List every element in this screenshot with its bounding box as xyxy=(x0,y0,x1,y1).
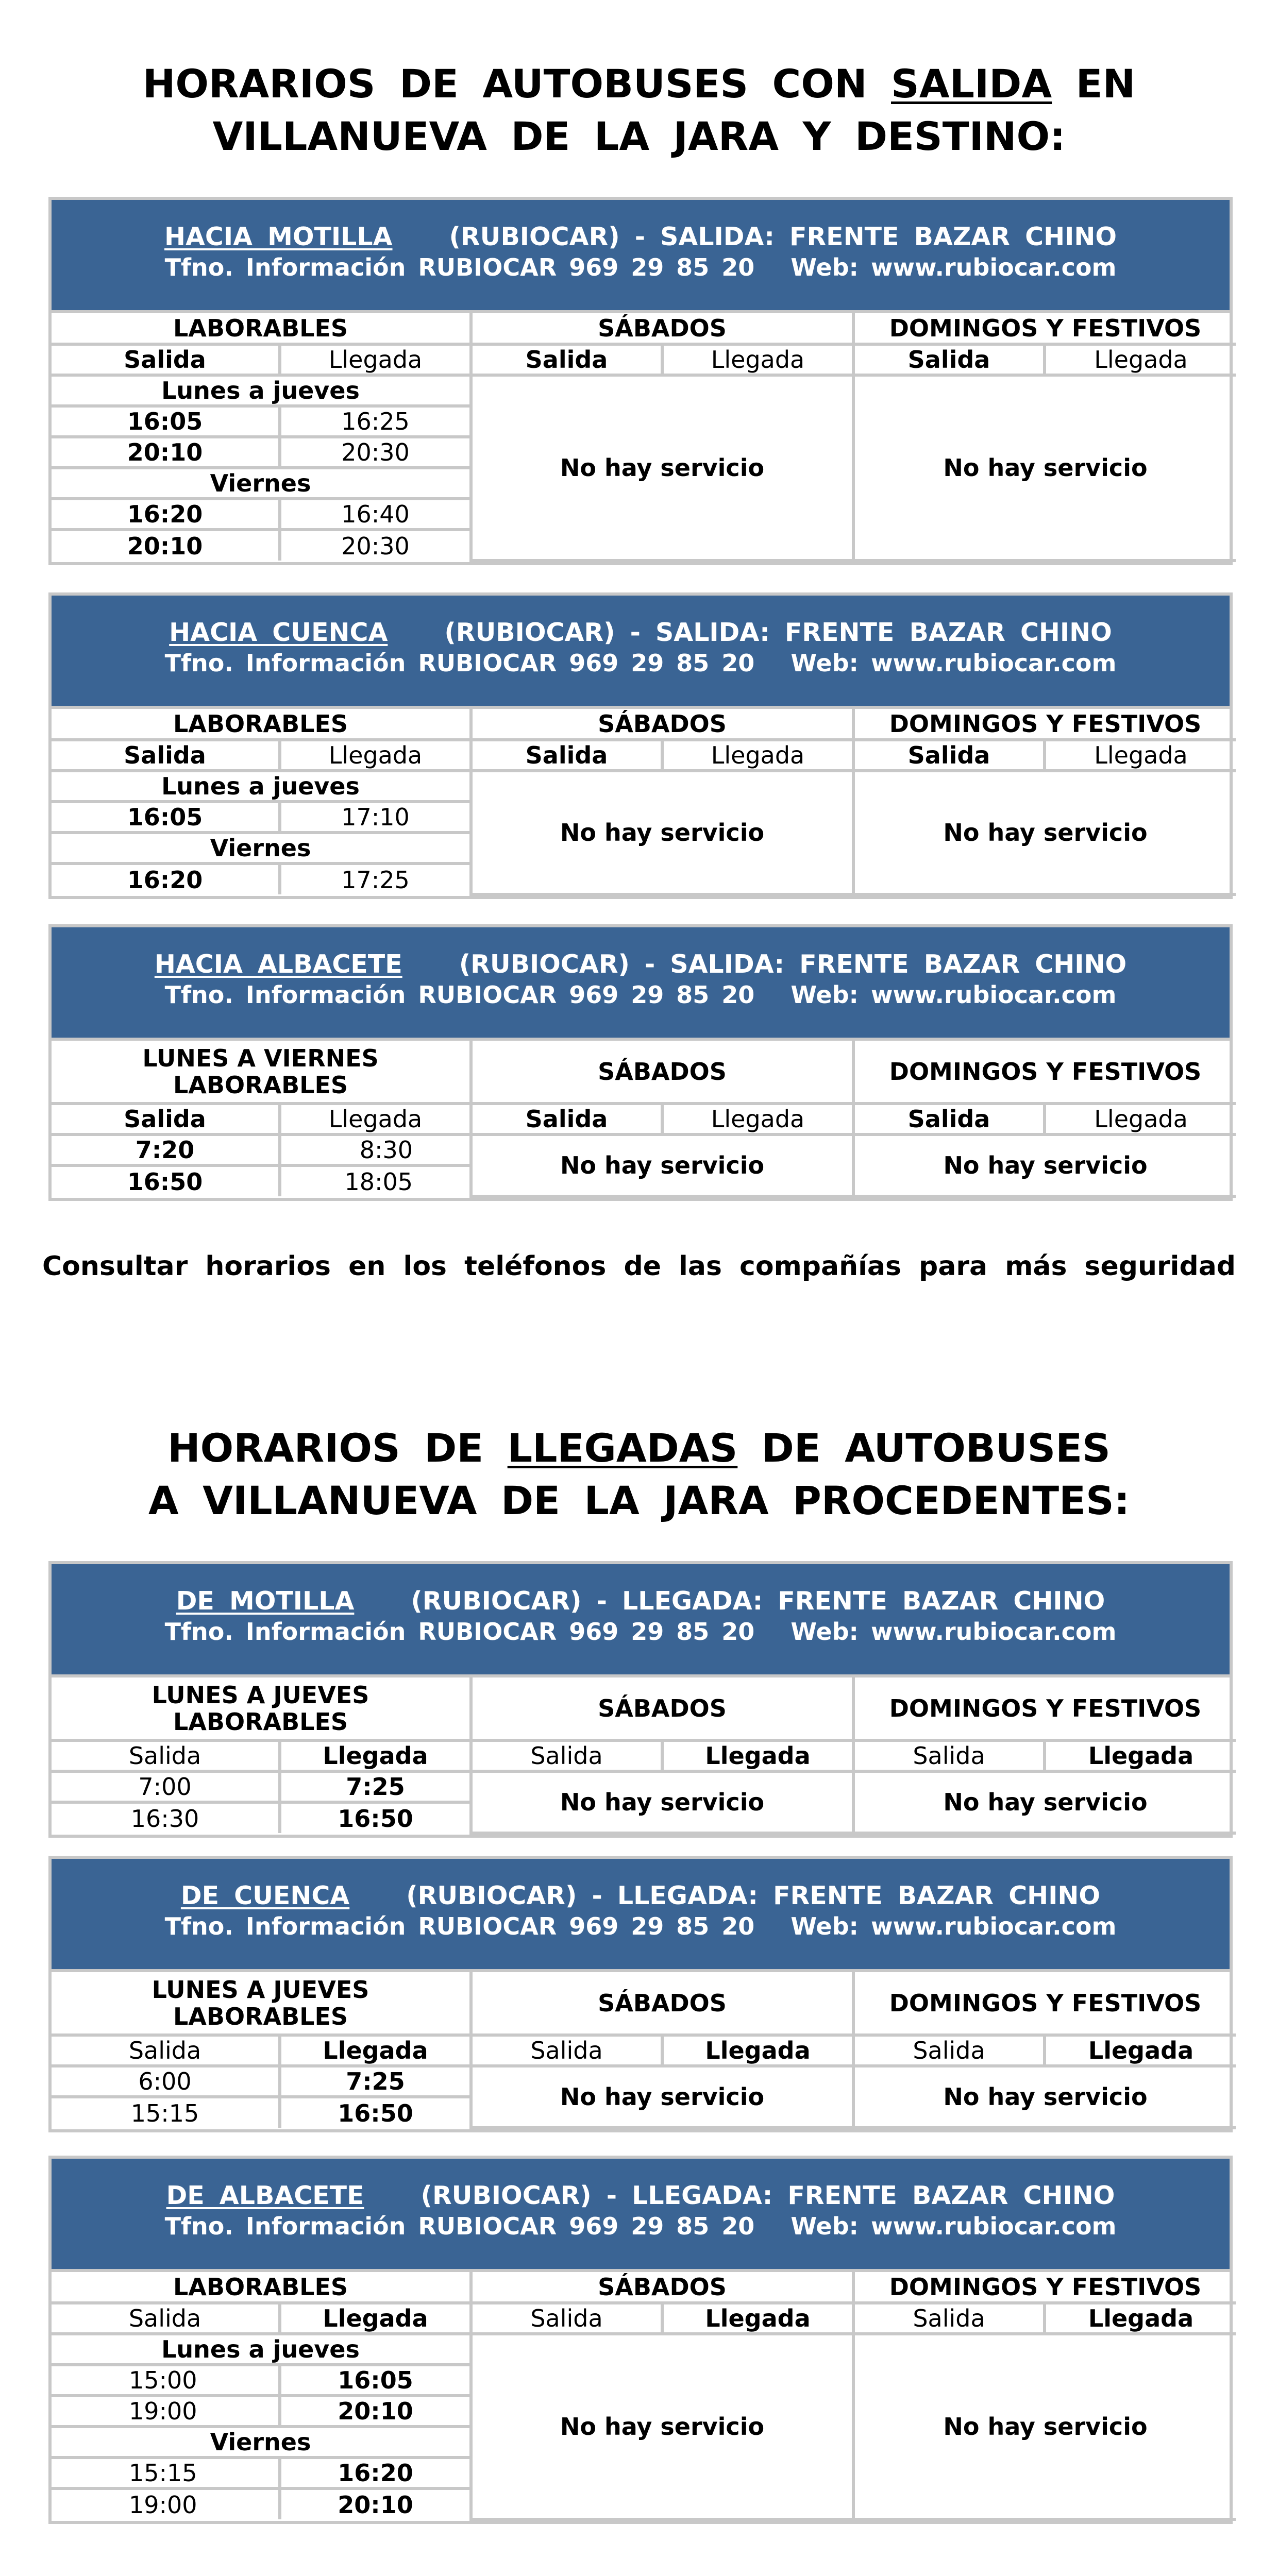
arrival-time: 16:50 xyxy=(280,1802,471,1833)
sub-llegada: Llegada xyxy=(662,344,853,375)
phone-info: Tfno. Información RUBIOCAR 969 29 85 20 xyxy=(164,2212,755,2240)
block-header xyxy=(52,2159,1230,2272)
sub-salida: Salida xyxy=(471,2035,662,2066)
arrival-time: 16:40 xyxy=(280,499,471,530)
no-service-domingos: No hay servicio xyxy=(853,1771,1236,1833)
schedule-table xyxy=(52,709,1236,896)
sub-salida: Salida xyxy=(52,1740,280,1771)
sub-llegada: Llegada xyxy=(1045,2035,1236,2066)
col-lunes-jueves xyxy=(52,1972,471,2035)
arrivals-heading xyxy=(0,1422,1278,1527)
web-link[interactable]: Web: www.rubiocar.com xyxy=(791,649,1117,677)
heading-keyword: SALIDA xyxy=(891,61,1052,107)
group-label: Viernes xyxy=(52,2427,471,2458)
departure-time: 16:30 xyxy=(52,1802,280,1833)
schedule-table xyxy=(52,1972,1236,2129)
departure-time: 16:20 xyxy=(52,499,280,530)
block-header xyxy=(52,200,1230,313)
sub-salida: Salida xyxy=(52,1104,280,1134)
schedule-table xyxy=(52,1041,1236,1198)
col-sabados: SÁBADOS xyxy=(471,1041,853,1104)
arrival-time: 16:20 xyxy=(280,2458,471,2488)
block-header xyxy=(52,927,1230,1041)
table-row xyxy=(52,1771,1236,1802)
col-laborables: LABORABLES xyxy=(52,709,471,740)
route-detail: (RUBIOCAR) - LLEGADA: FRENTE BAZAR CHINO xyxy=(411,1586,1105,1616)
sub-salida: Salida xyxy=(853,1104,1045,1134)
sub-llegada: Llegada xyxy=(280,2035,471,2066)
schedule-table xyxy=(52,1677,1236,1835)
sub-llegada: Llegada xyxy=(280,1740,471,1771)
col-domingos: DOMINGOS Y FESTIVOS xyxy=(853,1041,1236,1104)
no-service-domingos: No hay servicio xyxy=(853,2334,1236,2519)
sub-salida: Salida xyxy=(853,2035,1045,2066)
route-name: DE CUENCA xyxy=(180,1881,350,1910)
arrival-time: 17:10 xyxy=(280,802,471,833)
heading-text: HORARIOS DE xyxy=(167,1425,484,1471)
no-service-sabados: No hay servicio xyxy=(471,1134,853,1196)
no-service-sabados: No hay servicio xyxy=(471,771,853,894)
route-name: HACIA CUENCA xyxy=(169,618,388,647)
arrival-time: 20:10 xyxy=(280,2488,471,2519)
departure-time: 6:00 xyxy=(52,2066,280,2097)
schedule-de-motilla xyxy=(48,1561,1233,1838)
route-detail: (RUBIOCAR) - SALIDA: FRENTE BAZAR CHINO xyxy=(459,950,1127,979)
web-link[interactable]: Web: www.rubiocar.com xyxy=(791,2212,1117,2240)
heading-text: HORARIOS DE AUTOBUSES CON xyxy=(142,61,867,107)
web-link[interactable]: Web: www.rubiocar.com xyxy=(791,981,1117,1009)
arrival-time: 16:05 xyxy=(280,2365,471,2396)
route-detail: (RUBIOCAR) - LLEGADA: FRENTE BAZAR CHINO xyxy=(421,2181,1115,2210)
sub-salida: Salida xyxy=(52,344,280,375)
arrival-time: 18:05 xyxy=(280,1165,471,1196)
sub-llegada: Llegada xyxy=(662,2303,853,2334)
col-laborables: LABORABLES xyxy=(52,2272,471,2303)
arrival-time: 20:10 xyxy=(280,2396,471,2427)
web-link[interactable]: Web: www.rubiocar.com xyxy=(791,1618,1117,1646)
arrival-time: 20:30 xyxy=(280,530,471,561)
sub-llegada: Llegada xyxy=(1045,1740,1236,1771)
route-name: DE ALBACETE xyxy=(166,2181,364,2210)
col-label-a: LUNES A JUEVES xyxy=(152,1975,369,2004)
no-service-domingos: No hay servicio xyxy=(853,1134,1236,1196)
departure-time: 16:05 xyxy=(52,406,280,437)
departure-time: 15:15 xyxy=(52,2458,280,2488)
sub-salida: Salida xyxy=(471,2303,662,2334)
schedule-de-albacete xyxy=(48,2156,1233,2524)
sub-salida: Salida xyxy=(471,344,662,375)
phone-info: Tfno. Información RUBIOCAR 969 29 85 20 xyxy=(164,253,755,281)
sub-salida: Salida xyxy=(853,740,1045,771)
group-label: Lunes a jueves xyxy=(52,2334,471,2365)
route-name: HACIA MOTILLA xyxy=(164,222,393,251)
arrival-time: 20:30 xyxy=(280,437,471,468)
sub-salida: Salida xyxy=(853,1740,1045,1771)
phone-info: Tfno. Información RUBIOCAR 969 29 85 20 xyxy=(164,1618,755,1646)
block-header xyxy=(52,1859,1230,1972)
departures-heading-line1 xyxy=(0,58,1278,110)
arrival-time: 16:25 xyxy=(280,406,471,437)
col-sabados: SÁBADOS xyxy=(471,1972,853,2035)
web-link[interactable]: Web: www.rubiocar.com xyxy=(791,1912,1117,1940)
sub-llegada: Llegada xyxy=(1045,344,1236,375)
heading-text: EN xyxy=(1075,61,1136,107)
schedule-hacia-albacete xyxy=(48,924,1233,1201)
col-lunes-viernes xyxy=(52,1041,471,1104)
route-detail: (RUBIOCAR) - SALIDA: FRENTE BAZAR CHINO xyxy=(449,222,1117,251)
departures-heading-line2: VILLANUEVA DE LA JARA Y DESTINO: xyxy=(212,113,1066,159)
sub-llegada: Llegada xyxy=(1045,740,1236,771)
sub-salida: Salida xyxy=(52,740,280,771)
sub-llegada: Llegada xyxy=(662,1104,853,1134)
schedule-hacia-cuenca xyxy=(48,592,1233,899)
no-service-domingos: No hay servicio xyxy=(853,375,1236,561)
arrival-time: 17:25 xyxy=(280,863,471,894)
route-name: HACIA ALBACETE xyxy=(154,950,402,979)
col-domingos: DOMINGOS Y FESTIVOS xyxy=(853,1972,1236,2035)
arrival-time: 8:30 xyxy=(280,1134,471,1165)
departure-time: 7:00 xyxy=(52,1771,280,1802)
safety-note: Consultar horarios en los teléfonos de las compañías para más seguridad xyxy=(42,1251,1236,1282)
arrival-time: 7:25 xyxy=(280,2066,471,2097)
arrivals-heading-line2: A VILLANUEVA DE LA JARA PROCEDENTES: xyxy=(148,1478,1130,1523)
sub-salida: Salida xyxy=(471,1740,662,1771)
group-label: Viernes xyxy=(52,833,471,863)
sub-llegada: Llegada xyxy=(280,2303,471,2334)
col-label-a: LUNES A VIERNES xyxy=(142,1044,379,1072)
sub-salida: Salida xyxy=(471,1104,662,1134)
schedule-de-cuenca xyxy=(48,1856,1233,2132)
no-service-domingos: No hay servicio xyxy=(853,771,1236,894)
heading-text: DE AUTOBUSES xyxy=(761,1425,1111,1471)
schedule-table xyxy=(52,313,1236,562)
sub-llegada: Llegada xyxy=(662,1740,853,1771)
col-label-b: LABORABLES xyxy=(173,1071,348,1099)
sub-salida: Salida xyxy=(853,344,1045,375)
col-sabados: SÁBADOS xyxy=(471,1677,853,1740)
phone-info: Tfno. Información RUBIOCAR 969 29 85 20 xyxy=(164,1912,755,1940)
departure-time: 16:05 xyxy=(52,802,280,833)
departure-time: 15:15 xyxy=(52,2097,280,2128)
col-sabados: SÁBADOS xyxy=(471,2272,853,2303)
route-name: DE MOTILLA xyxy=(176,1586,355,1616)
departure-time: 16:50 xyxy=(52,1165,280,1196)
sub-salida: Salida xyxy=(52,2035,280,2066)
departure-time: 16:20 xyxy=(52,863,280,894)
sub-salida: Salida xyxy=(471,740,662,771)
no-service-sabados: No hay servicio xyxy=(471,375,853,561)
departure-time: 20:10 xyxy=(52,437,280,468)
sub-llegada: Llegada xyxy=(662,2035,853,2066)
no-service-sabados: No hay servicio xyxy=(471,2334,853,2519)
table-row xyxy=(52,2066,1236,2097)
phone-info: Tfno. Información RUBIOCAR 969 29 85 20 xyxy=(164,649,755,677)
route-detail: (RUBIOCAR) - LLEGADA: FRENTE BAZAR CHINO xyxy=(406,1881,1101,1910)
no-service-domingos: No hay servicio xyxy=(853,2066,1236,2128)
departure-time: 7:20 xyxy=(52,1134,280,1165)
sub-llegada: Llegada xyxy=(662,740,853,771)
sub-salida: Salida xyxy=(52,2303,280,2334)
sub-llegada: Llegada xyxy=(1045,2303,1236,2334)
col-domingos: DOMINGOS Y FESTIVOS xyxy=(853,709,1236,740)
sub-llegada: Llegada xyxy=(1045,1104,1236,1134)
arrival-time: 7:25 xyxy=(280,1771,471,1802)
web-link[interactable]: Web: www.rubiocar.com xyxy=(791,253,1117,281)
departure-time: 19:00 xyxy=(52,2396,280,2427)
no-service-sabados: No hay servicio xyxy=(471,2066,853,2128)
block-header xyxy=(52,596,1230,709)
departure-time: 15:00 xyxy=(52,2365,280,2396)
col-sabados: SÁBADOS xyxy=(471,313,853,344)
departure-time: 20:10 xyxy=(52,530,280,561)
departure-time: 19:00 xyxy=(52,2488,280,2519)
col-lunes-jueves xyxy=(52,1677,471,1740)
col-label-b: LABORABLES xyxy=(173,1707,348,1736)
phone-info: Tfno. Información RUBIOCAR 969 29 85 20 xyxy=(164,981,755,1009)
col-domingos: DOMINGOS Y FESTIVOS xyxy=(853,1677,1236,1740)
group-label: Viernes xyxy=(52,468,471,499)
sub-llegada: Llegada xyxy=(280,344,471,375)
heading-keyword: LLEGADAS xyxy=(507,1425,738,1471)
schedule-hacia-motilla xyxy=(48,197,1233,565)
group-label: Lunes a jueves xyxy=(52,771,471,802)
col-label-b: LABORABLES xyxy=(173,2002,348,2030)
block-header xyxy=(52,1564,1230,1677)
col-domingos: DOMINGOS Y FESTIVOS xyxy=(853,313,1236,344)
group-label: Lunes a jueves xyxy=(52,375,471,406)
sub-llegada: Llegada xyxy=(280,1104,471,1134)
no-service-sabados: No hay servicio xyxy=(471,1771,853,1833)
arrivals-heading-line1 xyxy=(0,1422,1278,1475)
col-domingos: DOMINGOS Y FESTIVOS xyxy=(853,2272,1236,2303)
route-detail: (RUBIOCAR) - SALIDA: FRENTE BAZAR CHINO xyxy=(444,618,1112,647)
sub-salida: Salida xyxy=(853,2303,1045,2334)
table-row xyxy=(52,1134,1236,1165)
col-label-a: LUNES A JUEVES xyxy=(152,1681,369,1709)
departures-heading xyxy=(0,58,1278,163)
col-sabados: SÁBADOS xyxy=(471,709,853,740)
col-laborables: LABORABLES xyxy=(52,313,471,344)
arrival-time: 16:50 xyxy=(280,2097,471,2128)
schedule-table xyxy=(52,2272,1236,2521)
sub-llegada: Llegada xyxy=(280,740,471,771)
